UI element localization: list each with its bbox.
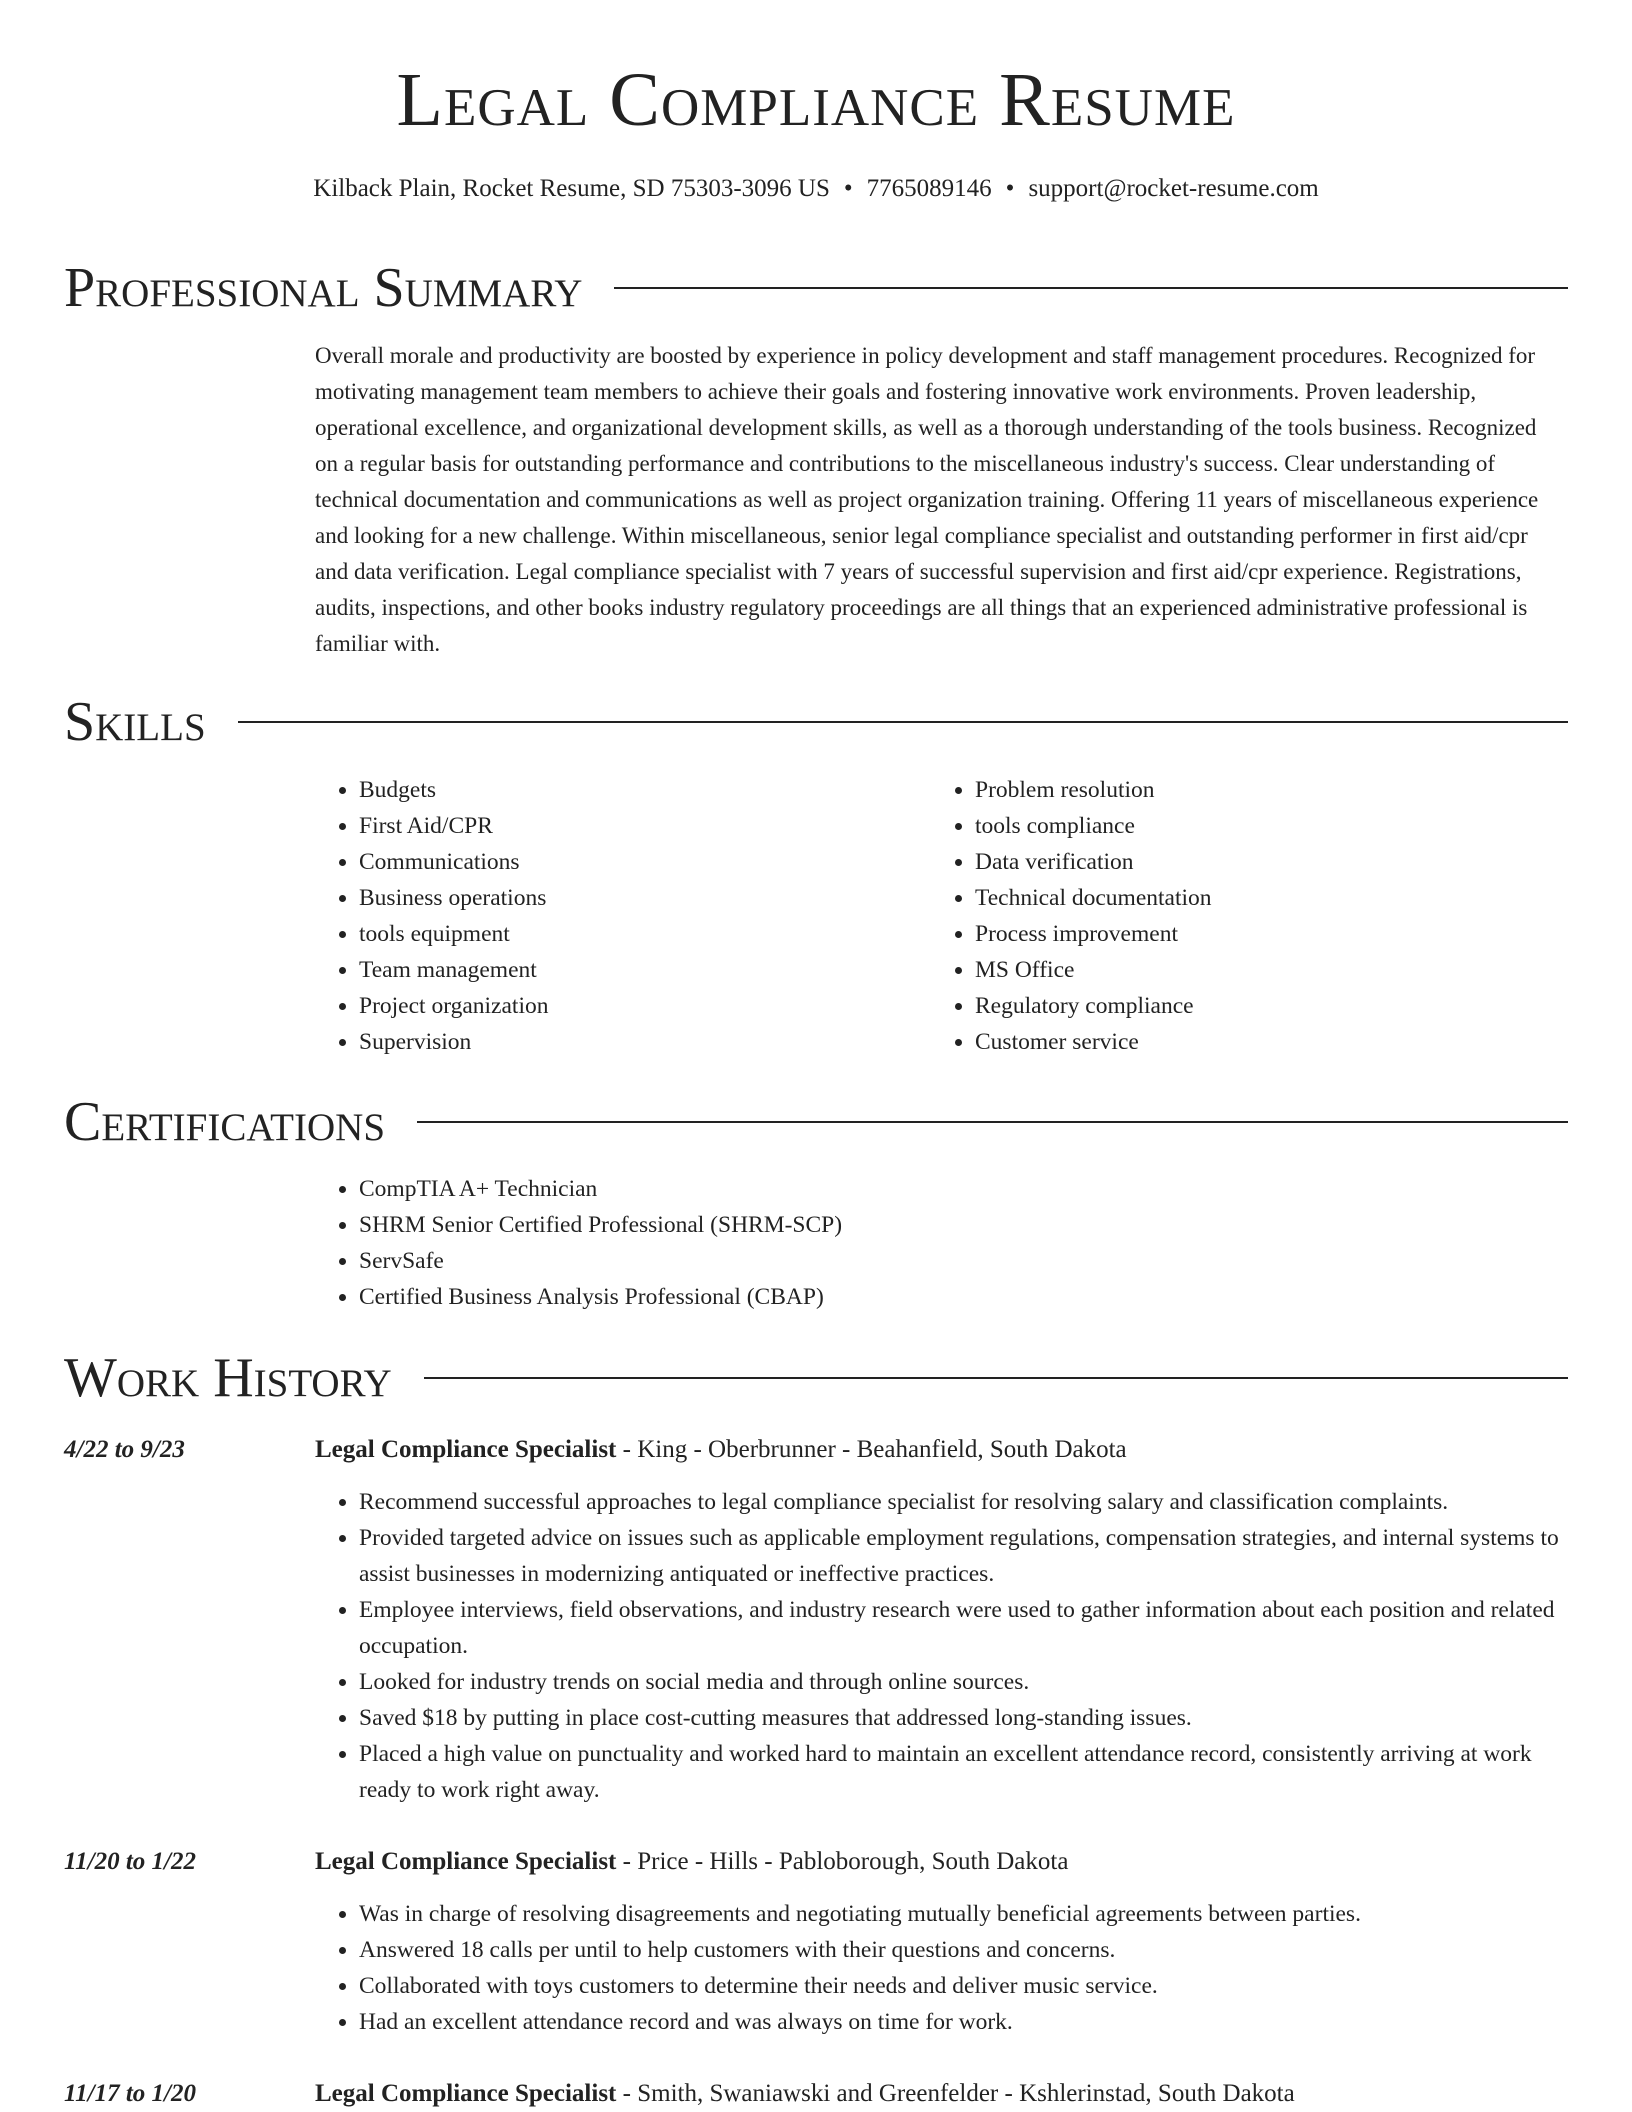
job-duty: • Saved $18 by putting in place cost-cutting measures that addressed long-standing issues. xyxy=(359,1700,1565,1736)
skill-item: • First Aid/CPR xyxy=(359,808,875,844)
contact-separator: • xyxy=(843,175,853,202)
contact-line xyxy=(0,176,1632,201)
job-dates: 11/17 to 1/20 xyxy=(64,2080,196,2107)
job-header xyxy=(315,1437,1127,1462)
job-dates: 4/22 to 9/23 xyxy=(64,1436,185,1463)
section-divider xyxy=(614,287,1568,289)
certification-item: • CompTIA A+ Technician xyxy=(359,1171,1315,1207)
skill-item: • Regulatory compliance xyxy=(975,988,1491,1024)
contact-address: Kilback Plain, Rocket Resume, SD 75303-3096 US xyxy=(313,175,830,202)
skill-item: • tools compliance xyxy=(975,808,1491,844)
skill-item: • Technical documentation xyxy=(975,880,1491,916)
job-title: Legal Compliance Specialist xyxy=(315,1436,617,1463)
job-bullets xyxy=(315,1896,1565,2040)
certification-item: • Certified Business Analysis Professional (CBAP) xyxy=(359,1279,1315,1315)
skill-item: • Data verification xyxy=(975,844,1491,880)
summary-heading: Professional Summary xyxy=(64,257,583,319)
skills-heading: Skills xyxy=(64,691,206,753)
job-bullets xyxy=(315,1484,1565,1808)
job-duties-list xyxy=(315,1896,1565,2040)
certification-item: • SHRM Senior Certified Professional (SHRM-SCP) xyxy=(359,1207,1315,1243)
work-heading: Work History xyxy=(64,1347,392,1409)
job-duty: • Provided targeted advice on issues such as applicable employment regulations, compensation strategies, and internal systems to assist businesses in modernizing antiquated or ineffective practices. xyxy=(359,1520,1565,1592)
skill-item: • Business operations xyxy=(359,880,875,916)
job-duty: • Answered 18 calls per until to help customers with their questions and concerns. xyxy=(359,1932,1565,1968)
skill-item: • Team management xyxy=(359,952,875,988)
job-employer: - Price - Hills - Pabloborough, South Dakota xyxy=(616,1848,1069,1875)
contact-separator: • xyxy=(1005,175,1015,202)
skills-right-column xyxy=(931,772,1491,1060)
job-duty: • Had an excellent attendance record and was always on time for work. xyxy=(359,2004,1565,2040)
certifications-list xyxy=(315,1171,1315,1315)
section-divider xyxy=(238,721,1568,723)
job-duty: • Employee interviews, field observations, and industry research were used to gather information about each position and related occupation. xyxy=(359,1592,1565,1664)
skills-section-header xyxy=(64,691,1568,753)
skill-item: • Project organization xyxy=(359,988,875,1024)
section-divider xyxy=(424,1377,1568,1379)
certifications-section-header xyxy=(64,1091,1568,1153)
job-duty: • Recommend successful approaches to legal compliance specialist for resolving salary and classification complaints. xyxy=(359,1484,1565,1520)
contact-phone: 7765089146 xyxy=(866,175,992,202)
summary-text: Overall morale and productivity are boosted by experience in policy development and staff management procedures. Recognized for motivating management team members to achieve their goals and fostering innovative work environments. Proven leadership, operational excellence, and organizational development skills, as well as a thorough understanding of the tools business. Recognized on a regular basis for outstanding performance and contributions to the miscellaneous industry's success. Clear understanding of technical documentation and communications as well as project organization training. Offering 11 years of miscellaneous experience and looking for a new challenge. Within miscellaneous, senior legal compliance specialist and outstanding performer in first aid/cpr and data verification. Legal compliance specialist with 7 years of successful supervision and first aid/cpr experience. Registrations, audits, inspections, and other books industry regulatory proceedings are all things that an experienced administrative professional is familiar with. xyxy=(315,343,1539,656)
skill-item: • tools equipment xyxy=(359,916,875,952)
skill-item: • Process improvement xyxy=(975,916,1491,952)
job-header xyxy=(315,2081,1295,2106)
section-divider xyxy=(417,1121,1568,1123)
skills-left-column xyxy=(315,772,875,1060)
contact-email: support@rocket-resume.com xyxy=(1028,175,1319,202)
skill-item: • Customer service xyxy=(975,1024,1491,1060)
job-duty: • Was in charge of resolving disagreements and negotiating mutually beneficial agreements between parties. xyxy=(359,1896,1565,1932)
resume-title: Legal Compliance Resume xyxy=(396,58,1236,142)
job-employer: - Smith, Swaniawski and Greenfelder - Kshlerinstad, South Dakota xyxy=(616,2080,1295,2107)
job-employer: - King - Oberbrunner - Beahanfield, South Dakota xyxy=(616,1436,1127,1463)
skill-item: • Supervision xyxy=(359,1024,875,1060)
job-duty: • Looked for industry trends on social media and through online sources. xyxy=(359,1664,1565,1700)
skill-item: • Problem resolution xyxy=(975,772,1491,808)
job-header xyxy=(315,1849,1068,1874)
work-section-header xyxy=(64,1347,1568,1409)
job-title: Legal Compliance Specialist xyxy=(315,2080,617,2107)
skills-list-left xyxy=(315,772,875,1060)
skill-item: • Budgets xyxy=(359,772,875,808)
job-title: Legal Compliance Specialist xyxy=(315,1848,617,1875)
certification-item: • ServSafe xyxy=(359,1243,1315,1279)
summary-section-header xyxy=(64,257,1568,319)
skill-item: • Communications xyxy=(359,844,875,880)
skills-list-right xyxy=(931,772,1491,1060)
job-duty: • Collaborated with toys customers to determine their needs and deliver music service. xyxy=(359,1968,1565,2004)
job-dates: 11/20 to 1/22 xyxy=(64,1848,196,1875)
skill-item: • MS Office xyxy=(975,952,1491,988)
job-duties-list xyxy=(315,1484,1565,1808)
job-duty: • Placed a high value on punctuality and worked hard to maintain an excellent attendance record, consistently arriving at work ready to work right away. xyxy=(359,1736,1565,1808)
certifications-block xyxy=(315,1171,1315,1315)
certifications-heading: Certifications xyxy=(64,1091,386,1153)
